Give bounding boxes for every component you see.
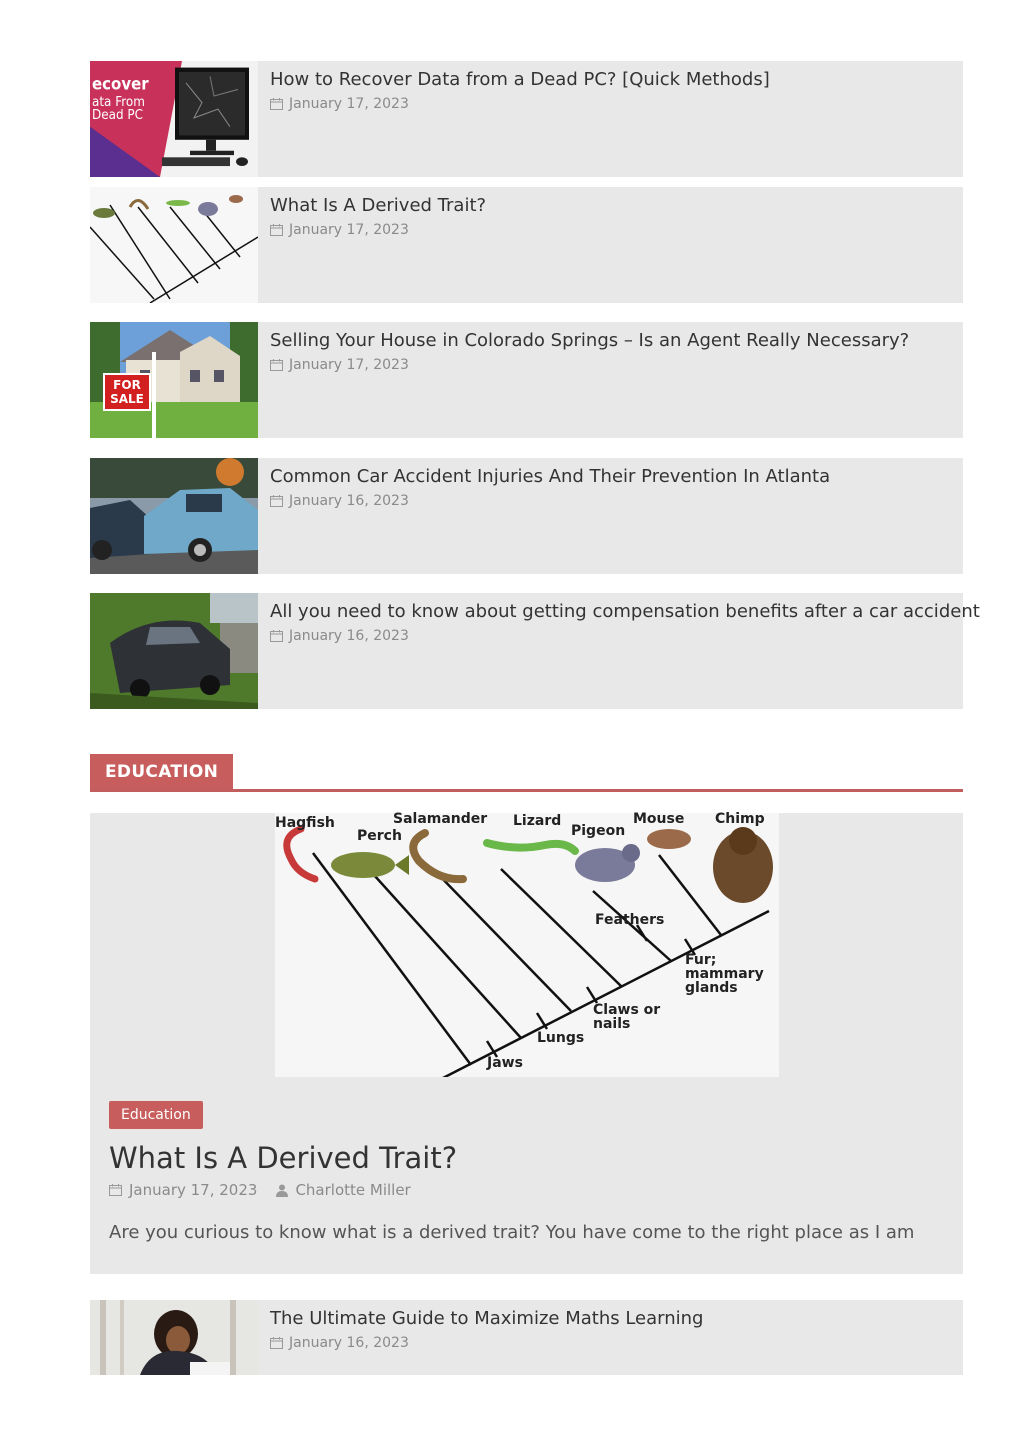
post-excerpt: Are you curious to know what is a derived trait? You have come to the right place as I am	[109, 1222, 915, 1243]
featured-post	[90, 813, 963, 1274]
wrecked-car-image	[90, 593, 258, 709]
post-title[interactable]: What Is A Derived Trait?	[270, 195, 487, 216]
calendar-icon	[109, 1184, 122, 1196]
taxon-label: Mouse	[633, 811, 685, 827]
sign-text-1: FOR	[113, 378, 141, 392]
post-date	[270, 222, 486, 238]
section-title[interactable]: EDUCATION	[90, 754, 233, 789]
sign-text-2: SALE	[110, 392, 144, 406]
calendar-icon	[270, 630, 283, 642]
featured-image[interactable]	[275, 813, 779, 1077]
dead-pc-recovery-image	[90, 61, 258, 177]
taxon-label: Chimp	[715, 811, 765, 827]
post-date	[270, 1335, 704, 1351]
section-header	[90, 754, 963, 792]
trait-label: Lungs	[537, 1030, 585, 1046]
taxon-label: Perch	[357, 828, 402, 844]
post-thumbnail[interactable]	[90, 322, 258, 438]
post-title[interactable]: Selling Your House in Colorado Springs – Is an Agent Really Necessary?	[270, 330, 910, 351]
trait-label: Claws or nails	[593, 1002, 661, 1032]
post-title[interactable]: All you need to know about getting compensation benefits after a car accident	[270, 601, 980, 622]
post-title[interactable]: How to Recover Data from a Dead PC? [Quick Methods]	[270, 69, 770, 90]
list-item[interactable]	[90, 322, 963, 438]
post-thumbnail[interactable]	[90, 61, 258, 177]
category-badge[interactable]: Education	[109, 1101, 203, 1129]
post-date-text: January 17, 2023	[289, 96, 409, 112]
post-thumbnail[interactable]	[90, 593, 258, 709]
post-date-text: January 17, 2023	[289, 357, 409, 373]
post-date-text: January 17, 2023	[289, 222, 409, 238]
post-title[interactable]: Common Car Accident Injuries And Their Prevention In Atlanta	[270, 466, 831, 487]
user-icon	[276, 1184, 288, 1197]
trait-label: Jaws	[487, 1055, 523, 1071]
taxon-label: Pigeon	[571, 823, 626, 839]
featured-post-title[interactable]: What Is A Derived Trait?	[109, 1141, 458, 1175]
calendar-icon	[270, 98, 283, 110]
post-date-text: January 16, 2023	[289, 1335, 409, 1351]
thumb-text-2: ata From	[92, 93, 145, 109]
trait-label: Fur; mammary glands	[685, 952, 764, 996]
diagram-labels	[275, 813, 779, 1077]
post-date	[270, 357, 909, 373]
list-item[interactable]	[90, 1300, 963, 1375]
post-meta	[109, 1181, 411, 1199]
post-date	[270, 493, 830, 509]
list-item[interactable]	[90, 61, 963, 177]
post-date-text: January 16, 2023	[289, 493, 409, 509]
post-date-text: January 16, 2023	[289, 628, 409, 644]
taxon-label: Salamander	[393, 811, 488, 827]
post-date	[270, 628, 980, 644]
student-studying-image	[90, 1300, 258, 1375]
author-name[interactable]: Charlotte Miller	[295, 1181, 411, 1199]
thumb-text-3: Dead PC	[92, 106, 143, 123]
list-item[interactable]	[90, 593, 980, 709]
post-thumbnail[interactable]	[90, 458, 258, 574]
post-title[interactable]: The Ultimate Guide to Maximize Maths Learning	[270, 1308, 704, 1329]
post-date-text[interactable]: January 17, 2023	[129, 1181, 258, 1199]
taxon-label: Lizard	[513, 813, 562, 829]
post-thumbnail[interactable]	[90, 1300, 258, 1375]
calendar-icon	[270, 495, 283, 507]
post-date	[270, 96, 770, 112]
post-thumbnail[interactable]	[90, 187, 258, 303]
list-item[interactable]	[90, 458, 963, 574]
list-item[interactable]	[90, 187, 963, 303]
car-crash-image	[90, 458, 258, 574]
trait-label: Feathers	[595, 912, 665, 928]
calendar-icon	[270, 224, 283, 236]
calendar-icon	[270, 1337, 283, 1349]
cladogram-image	[90, 187, 258, 303]
calendar-icon	[270, 359, 283, 371]
thumb-text-1: ecover	[92, 73, 149, 94]
house-for-sale-image	[90, 322, 258, 438]
taxon-label: Hagfish	[275, 815, 335, 831]
